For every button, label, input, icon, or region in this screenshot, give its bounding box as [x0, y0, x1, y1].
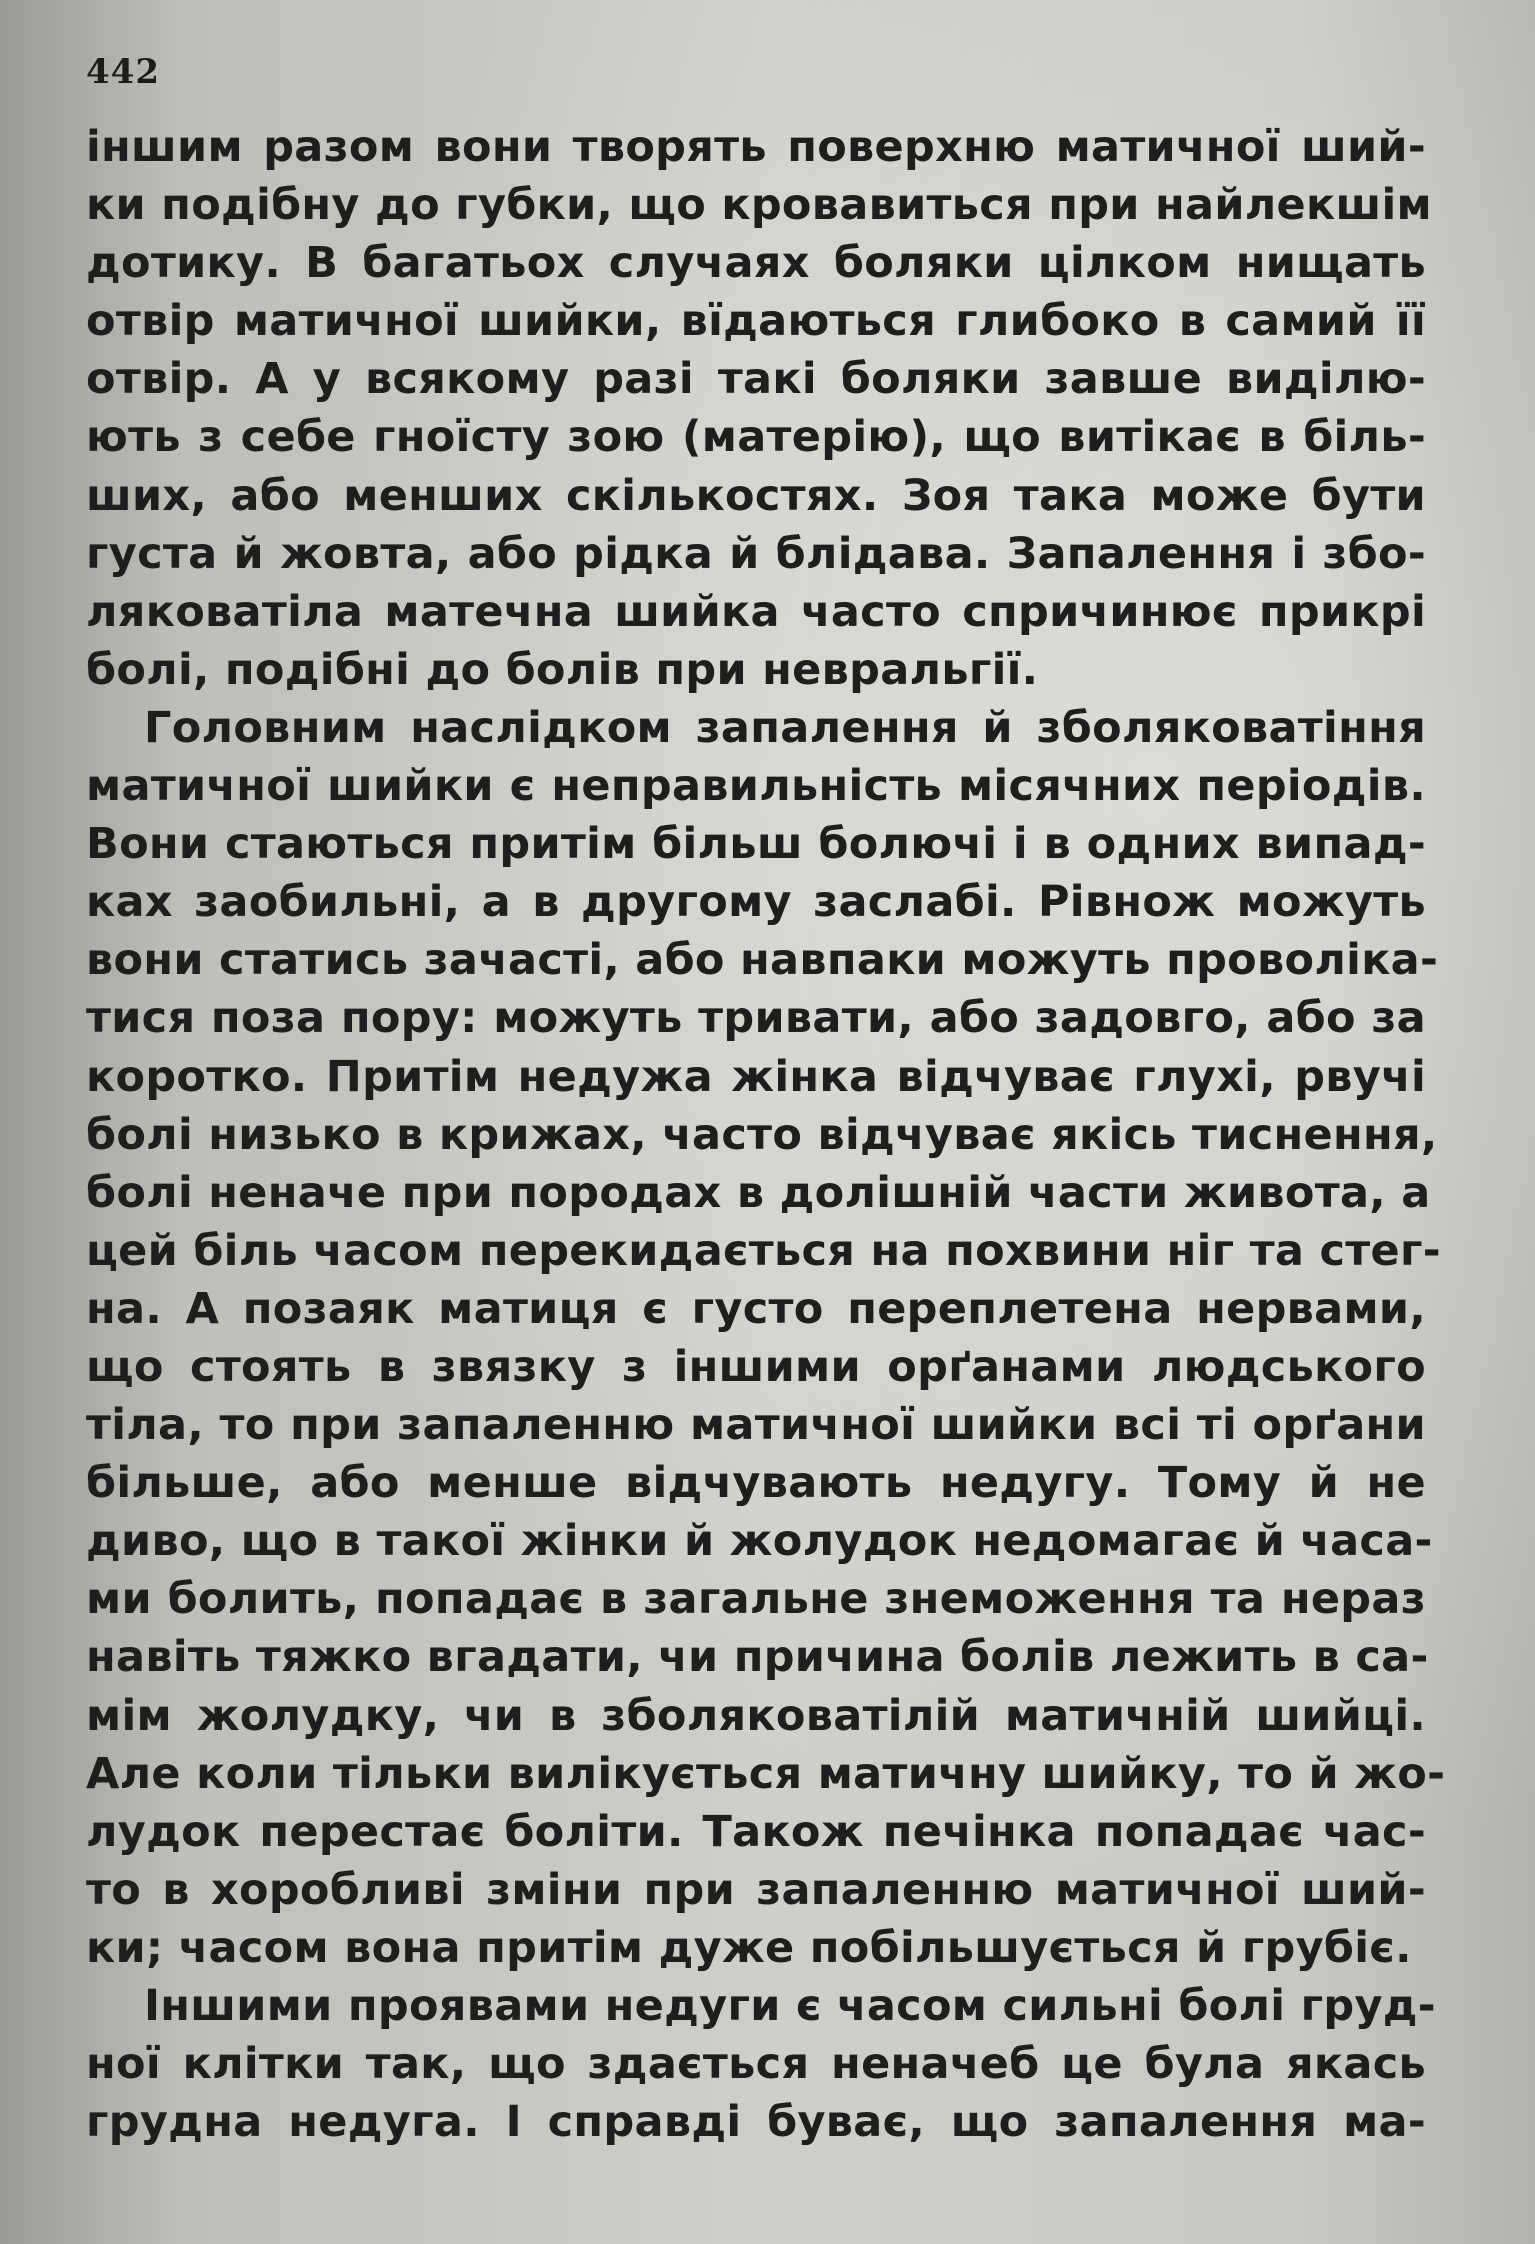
text-line: ляковатіла матечна шийка часто спричинює прикрі — [86, 586, 1426, 637]
text-line: на. А позаяк матиця є густо переплетена нервами, — [86, 1283, 1426, 1334]
text-line: тіла, то при запаленню матичної шийки всі ті орґани — [86, 1400, 1426, 1451]
text-line: ки; часом вона притім дуже побільшується й грубіє. — [86, 1922, 1412, 1973]
text-line: ної клітки так, що здається неначеб це була якась — [86, 2039, 1426, 2090]
text-line: матичної шийки є неправильність місячних періодів. — [86, 761, 1426, 812]
text-line: мім жолудку, чи в зболяковатілій матичній шийці. — [86, 1690, 1426, 1741]
text-line: ках заобильні, а в другому заслабі. Рівнож можуть — [86, 877, 1426, 928]
text-line: більше, або менше відчувають недугу. Тому й не — [86, 1458, 1426, 1509]
text-line: цей біль часом перекидається на похвини ніг та стег- — [86, 1225, 1441, 1276]
text-line: іншим разом вони творять поверхню матичної ший- — [86, 122, 1426, 172]
text-line: вони статись зачасті, або навпаки можуть проволіка- — [86, 935, 1439, 986]
text-line: коротко. Притім недужа жінка відчуває глухі, рвучі — [86, 1051, 1426, 1102]
text-line: Головним наслідком запалення й зболяковатіння — [144, 702, 1426, 753]
text-line: навіть тяжко вгадати, чи причина болів лежить в са- — [86, 1632, 1429, 1683]
text-line: ших, або менших скількостях. Зоя така може бути — [86, 470, 1426, 521]
text-line: то в хоробливі зміни при запаленню матичної ший- — [86, 1864, 1426, 1915]
text-line: тися поза пору: можуть тривати, або задовго, або за — [86, 993, 1426, 1044]
text-line: болі, подібні до болів при невральгії. — [86, 644, 1039, 695]
text-line: густа й жовта, або рідка й блідава. Запалення і збо- — [86, 528, 1426, 579]
text-line: Але коли тільки вилікується матичну шийку, то й жо- — [86, 1748, 1446, 1799]
text-line: дотику. В багатьох случаях боляки цілком нищать — [86, 238, 1426, 289]
body-text — [86, 118, 1446, 2151]
page-number: 442 — [86, 52, 160, 92]
text-line: отвір. А у всякому разі такі боляки завше виділю- — [86, 354, 1426, 405]
text-line: Іншими проявами недуги є часом сильні болі груд- — [144, 1981, 1436, 2031]
text-line: болі низько в крижах, часто відчуває якісь тиснення, — [86, 1109, 1438, 1160]
text-line: що стоять в звязку з іншими орґанами людського — [86, 1341, 1426, 1392]
text-line: Вони стаються притім більш болючі і в одних випад- — [86, 819, 1426, 870]
text-line: диво, що в такої жінки й жолудок недомагає й часа- — [86, 1516, 1433, 1567]
text-line: ки подібну до губки, що кровавиться при найлекшім — [86, 180, 1432, 231]
text-line: отвір матичної шийки, вїдаються глибоко в самий її — [86, 296, 1426, 347]
text-line: ми болить, попадає в загальне знеможення та нераз — [86, 1574, 1426, 1625]
text-line: ють з себе гноїсту зою (матерію), що витікає в біль- — [86, 412, 1426, 463]
text-line: лудок перестає боліти. Також печінка попадає час- — [86, 1806, 1426, 1857]
text-line: грудна недуга. І справді буває, що запалення ма- — [86, 2097, 1426, 2148]
text-line: болі неначе при породах в долішній части живота, а — [86, 1167, 1431, 1218]
